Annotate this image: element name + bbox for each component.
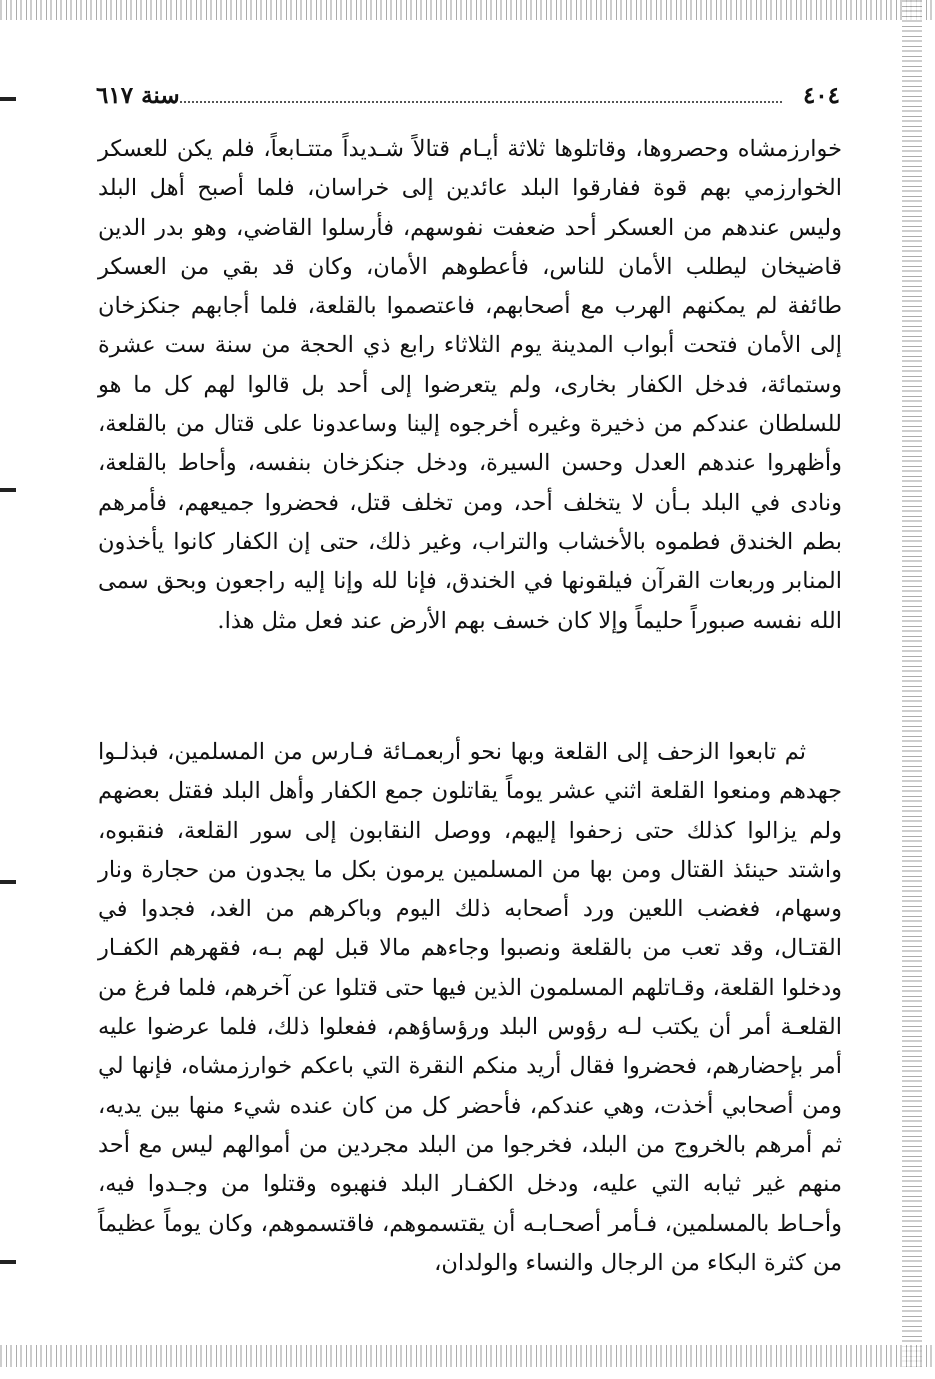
margin-mark	[0, 880, 16, 884]
margin-mark	[0, 488, 16, 492]
decorative-border-bottom	[0, 1345, 935, 1367]
decorative-border-right	[902, 0, 922, 1367]
paragraph: ثم تابعوا الزحف إلى القلعة وبها نحو أربعمـائة فـارس من المسلمين، فبذلـوا جهدهم ومنعوا القلعة اثني عشر يوماً يقاتلون جمع الكفار وأهل البلد فقتل بعضهم ولم يزالوا كذلك حتى زحفوا إليهم، ووصل النقابون إلى سور القلعة، فنقبوه، واشتد حينئذ القتال ومن بها من المسلمين يرمون بكل ما يجدون من حجارة ونار وسهام، فغضب اللعين ورد أصحابه ذلك اليوم وباكرهم من الغد، فجدوا في القتـال، وقد تعب من بالقلعة ونصبوا وجاءهم مالا قبل لهم بـه، فقهرهم الكفـار ودخلوا القلعة، وقـاتلهم المسلمون الذين فيها حتى قتلوا عن آخرهم، فلما فرغ من القلعـة أمر أن يكتب لـه رؤوس البلد ورؤساؤهم، ففعلوا ذلك، فلما عرضوا عليه أمر بإحضارهم، فحضروا فقال أريد منكم النقرة التي باعكم خوارزمشاه، فإنها لي ومن أصحابي أخذت، وهي عندكم، فأحضر كل من كان عنده شيء منها بين يديه، ثم أمرهم بالخروج من البلد، فخرجوا من البلد مجردين من أموالهم ليس مع أحد منهم غير ثيابه التي عليه، ودخل الكفـار البلد فنهبوه وقتلوا من وجـدوا فيه، وأحـاط بالمسلمين، فـأمر أصحـابـه أن يقتسموهم، فاقتسموهم، وكان يوماً عظيماً من كثرة البكاء من الرجال والنساء والولدان،	[98, 739, 842, 1276]
page-number: ٤٠٤	[802, 82, 840, 109]
margin-mark	[0, 97, 16, 101]
paragraph: خوارزمشاه وحصروها، وقاتلوها ثلاثة أيـام قتالاً شـديداً متتـابعاً، فلم يكن للعسكر الخوارزمي بهم قوة ففارقوا البلد عائدين إلى خراسان، فلما أصبح أهل البلد وليس عندهم من العسكر أحد ضعفت نفوسهم، فأرسلوا القاضي، وهو بدر الدين قاضيخان ليطلب الأمان للناس، فأعطوهم الأمان، وكان قد بقي من العسكر طائفة لم يمكنهم الهرب مع أصحابهم، فاعتصموا بالقلعة، فلما أجابهم جنكزخان إلى الأمان فتحت أبواب المدينة يوم الثلاثاء رابع ذي الحجة من سنة ست عشرة وستمائة، فدخل الكفار بخارى، ولم يتعرضوا إلى أحد بل قالوا لهم كل ما هو للسلطان عندكم من ذخيرة وغيره أخرجوه إلينا وساعدونا على قتال من بالقلعة، وأظهروا عندهم العدل وحسن السيرة، ودخل جنكزخان بنفسه، وأحاط بالقلعة، ونادى في البلد بـأن لا يتخلف أحد، ومن تخلف قتل، فحضروا جميعهم، فأمرهم بطم الخندق فطموه بالأخشاب والتراب، وغير ذلك، حتى إن الكفار كانوا يأخذون المنابر وربعات القرآن فيلقونها في الخندق، فإنا لله وإنا إليه راجعون وبحق سمى الله نفسه صبوراً حليماً وإلا كان خسف بهم الأرض عند فعل مثل هذا.	[98, 136, 842, 634]
page-header	[96, 82, 840, 112]
dotted-leader	[180, 101, 782, 103]
running-head: سنة ٦١٧	[96, 82, 180, 109]
margin-mark	[0, 1260, 16, 1264]
decorative-border-top	[0, 0, 935, 20]
